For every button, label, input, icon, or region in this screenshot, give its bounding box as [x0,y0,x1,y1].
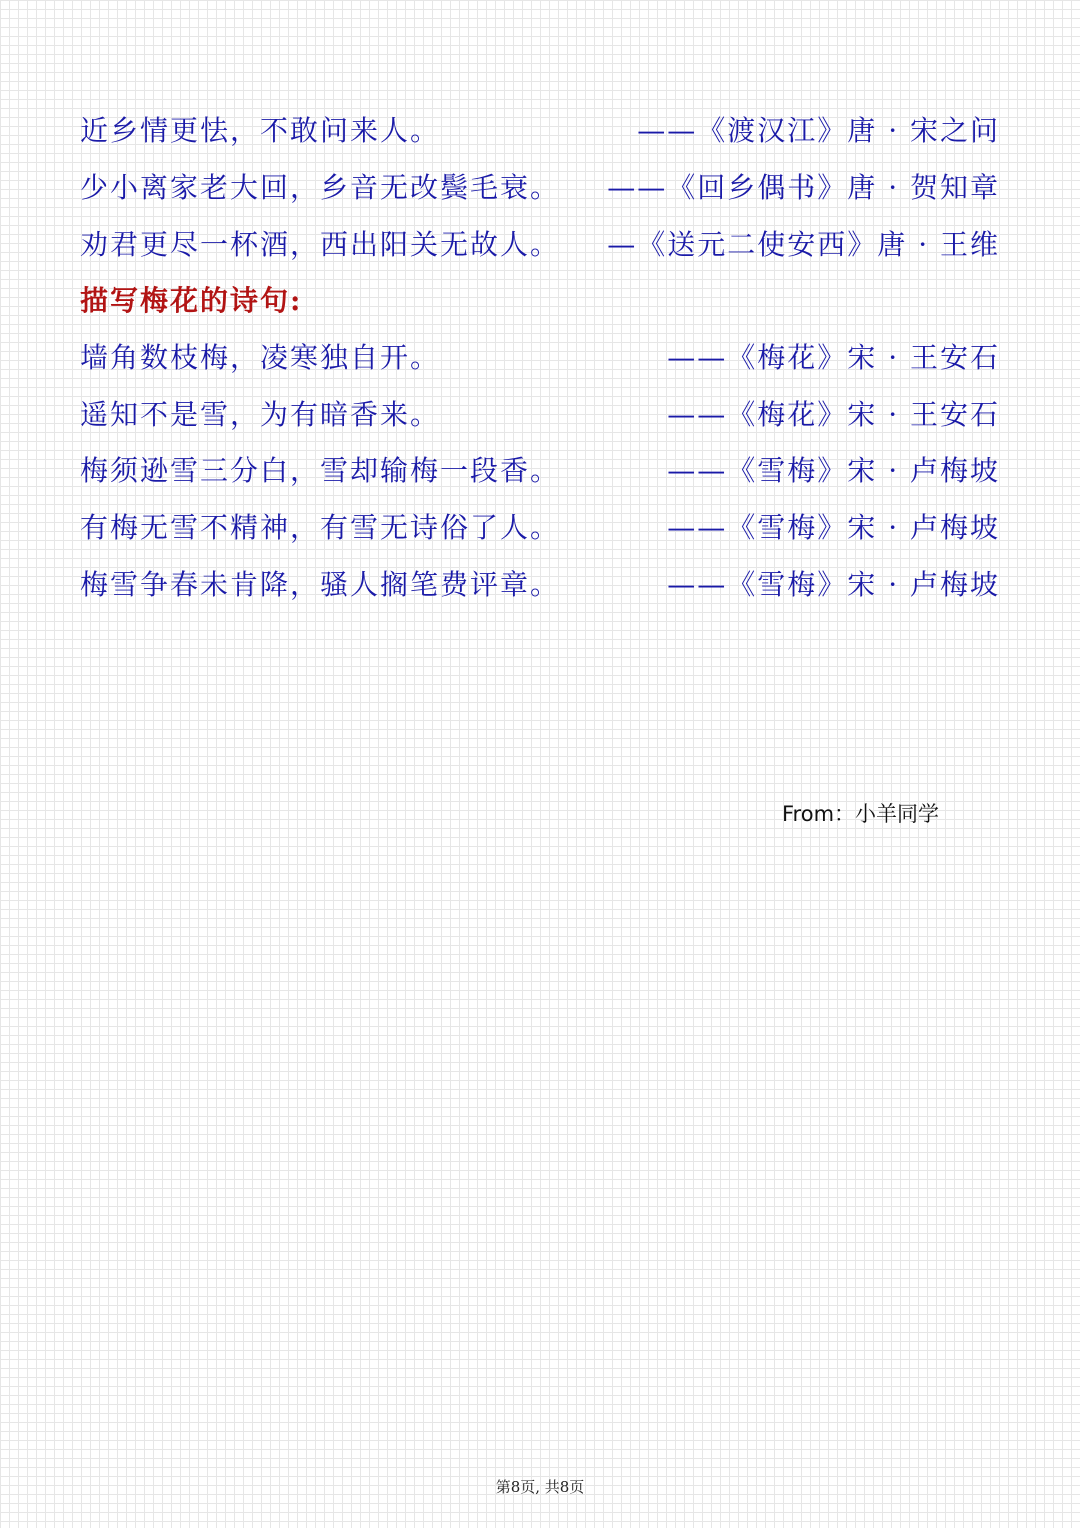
poem-source: —《送元二使安西》唐 · 王维 [607,228,1000,261]
poem-line [80,395,1000,435]
poem-verse: 少小离家老大回，乡音无改鬓毛衰。 [80,171,561,204]
poem-verse: 梅雪争春未肯降，骚人搁笔费评章。 [80,568,561,601]
poem-line [80,451,1000,491]
poem-line [80,111,1000,151]
poem-verse: 梅须逊雪三分白，雪却输梅一段香。 [80,454,561,487]
poem-verse: 墙角数枝梅，凌寒独自开。 [80,341,441,374]
author-credit-name: 小羊同学 [855,802,940,826]
poem-line [80,565,1000,605]
poem-source: ——《回乡偶书》唐 · 贺知章 [607,171,1000,204]
poem-line [80,508,1000,548]
poem-source: ——《雪梅》宋 · 卢梅坡 [667,568,1000,601]
poem-line [80,338,1000,378]
author-credit-label: From： [782,802,856,826]
poem-source: ——《渡汉江》唐 · 宋之问 [637,114,1000,147]
author-credit [782,798,939,830]
poem-source: ——《雪梅》宋 · 卢梅坡 [667,454,1000,487]
poem-source: ——《梅花》宋 · 王安石 [667,341,1000,374]
poem-source: ——《梅花》宋 · 王安石 [667,398,1000,431]
poem-source: ——《雪梅》宋 · 卢梅坡 [667,511,1000,544]
section-heading: 描写梅花的诗句: [80,284,303,317]
page-number-footer: 第8页, 共8页 [495,1478,585,1496]
poem-verse: 近乡情更怯，不敢问来人。 [80,114,441,147]
poem-line [80,168,1000,208]
poem-verse: 遥知不是雪，为有暗香来。 [80,398,441,431]
poem-verse: 劝君更尽一杯酒，西出阳关无故人。 [80,228,561,261]
poem-line [80,225,1000,265]
poem-verse: 有梅无雪不精神，有雪无诗俗了人。 [80,511,561,544]
